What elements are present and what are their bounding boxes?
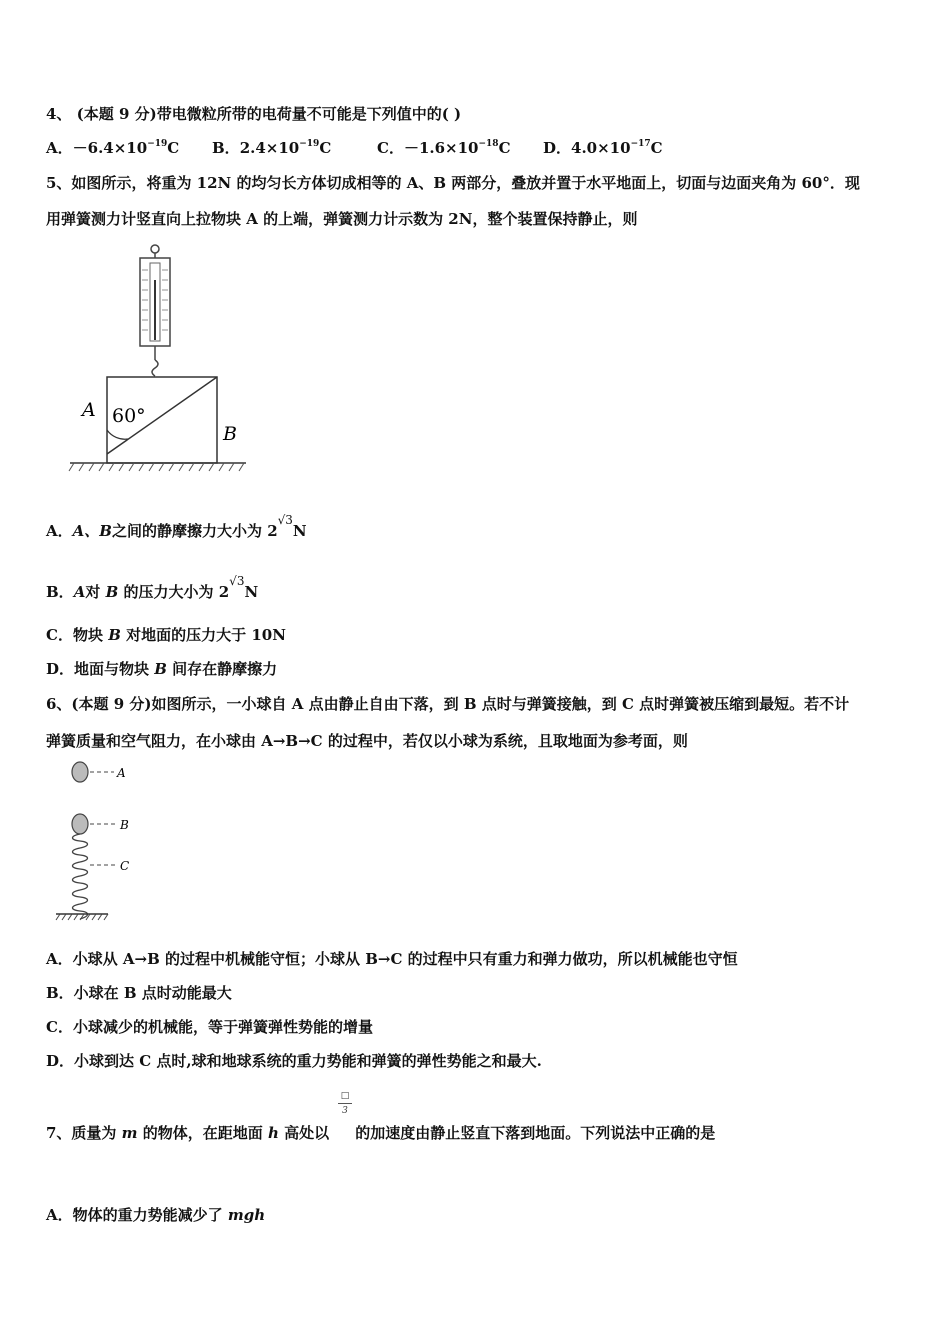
q6-option-b: B．小球在 B 点时动能最大: [46, 984, 232, 1002]
angle-arc: [107, 430, 128, 439]
q5-option-b: B．A对 B 的压力大小为 $2^{√3}N$: [46, 574, 259, 601]
q6-option-d: D．小球到达 C 点时,球和地球系统的重力势能和弹簧的弹性势能之和最大.: [46, 1052, 542, 1070]
q6-stem-line2: 弹簧质量和空气阻力，在小球由 A→B→C 的过程中，若仅以小球为系统，且取地面为参考面，则: [46, 732, 688, 750]
q7-fraction-denominator: 3: [342, 1106, 348, 1116]
ball-a: [72, 762, 88, 782]
angle-label: 60°: [112, 405, 146, 427]
q4-option-b: B．$2.4\times 10^{-19}C$: [212, 139, 332, 157]
q5-stem-line2: 用弹簧测力计竖直向上拉物块 A 的上端，弹簧测力计示数为 2N，整个装置保持静止，则: [46, 210, 638, 228]
ball-b: [72, 814, 88, 834]
label-b: B: [120, 818, 129, 832]
q4-stem: 4、 (本题 9 分)带电微粒所带的电荷量不可能是下列值中的( ): [46, 105, 462, 123]
q4-option-a: A．$-6.4\times 10^{-19}C$: [46, 139, 180, 157]
spring: [73, 834, 88, 919]
q5-option-d: D．地面与物块 B 间存在静摩擦力: [46, 660, 278, 678]
q7-stem: 7、质量为 m 的物体，在距地面 h 高处以 的加速度由静止竖直下落到地面。下列说法中正确的是: [46, 1124, 716, 1142]
label-b: B: [223, 423, 237, 445]
label-c: C: [120, 859, 130, 873]
q7-fraction: [338, 1090, 352, 1117]
q4-option-c: C．$-1.6\times 10^{-18}C$: [377, 139, 511, 157]
hook-icon: [152, 360, 158, 376]
q5-option-a: A．A、B之间的静摩擦力大小为 $2^{√3}N$: [46, 513, 307, 540]
q5-stem-line1: 5、如图所示，将重为 12N 的均匀长方体切成相等的 A、B 两部分，叠放并置于水平地面上，切面与边面夹角为 60°．现: [46, 174, 860, 192]
q7-option-a: A．物体的重力势能减少了 mgh: [46, 1206, 266, 1224]
q5-option-c: C．物块 B 对地面的压力大于 10N: [46, 626, 286, 644]
q6-stem-line1: 6、(本题 9 分)如图所示，一小球自 A 点由静止自由下落，到 B 点时与弹簧接触，到 C 点时弹簧被压缩到最短。若不计: [46, 695, 850, 713]
q6-option-c: C．小球减少的机械能，等于弹簧弹性势能的增量: [46, 1018, 373, 1036]
label-a: A: [82, 399, 96, 421]
q5-figure: [66, 240, 256, 475]
label-a: A: [117, 766, 126, 780]
q4-option-d: D．$4.0\times 10^{-17}C$: [543, 139, 663, 157]
q6-option-a: A．小球从 A→B 的过程中机械能守恒；小球从 B→C 的过程中只有重力和弹力做功，所以机械能也守恒: [46, 950, 738, 968]
q6-figure: [50, 758, 150, 928]
q7-fraction-numerator: □: [340, 1091, 350, 1101]
